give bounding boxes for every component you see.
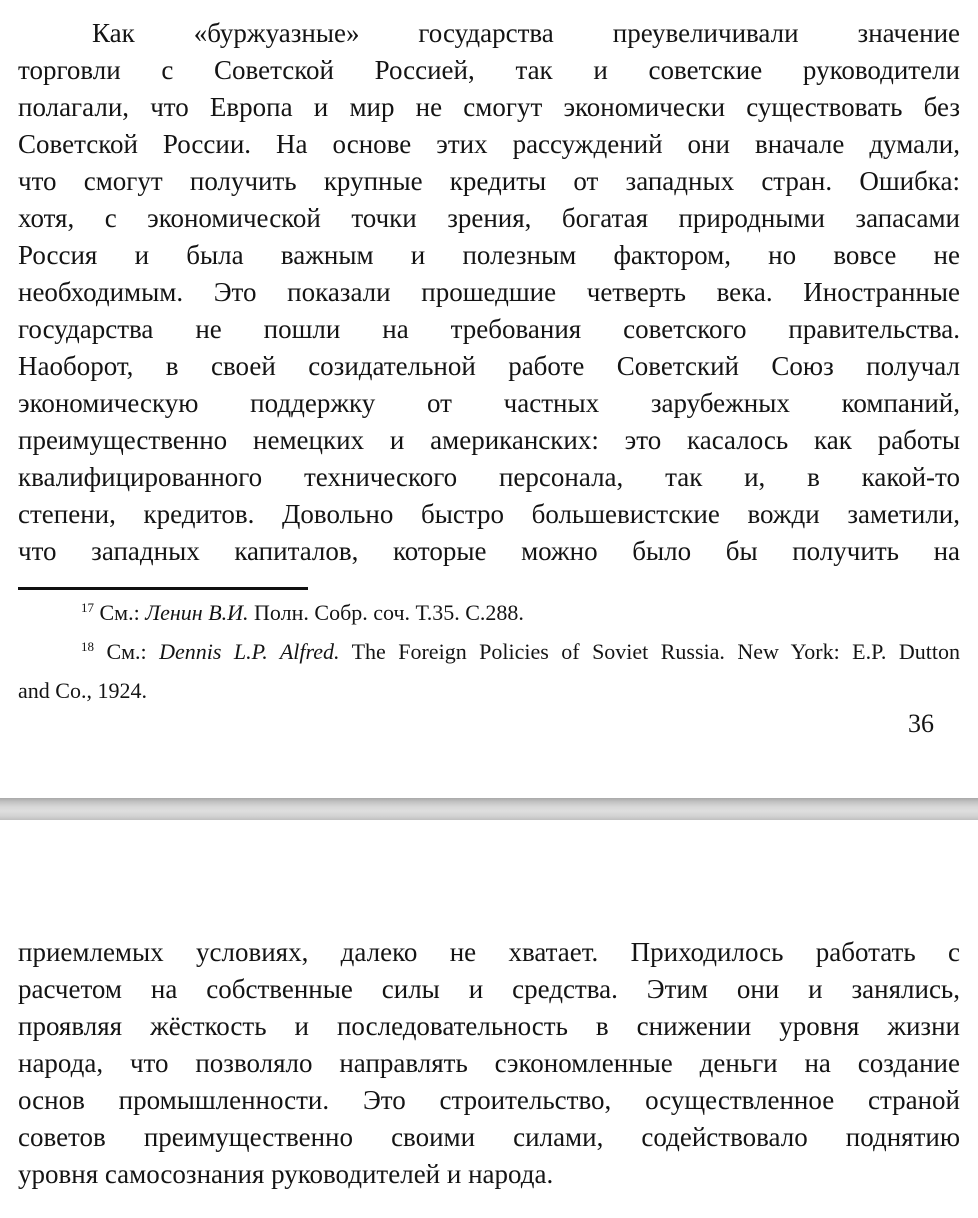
text-line: торговли с Советской Россией, так и советские руководители [18,55,960,85]
page-separator [0,798,978,820]
text-line: уровня самосознания руководителей и народа. [18,1159,554,1189]
footnote-separator-rule [18,587,308,590]
page-37 [0,820,978,1218]
text-line: народа, что позволяло направлять сэкономленные деньги на создание [18,1048,960,1078]
footnote-18-prefix: См.: [94,639,160,664]
page-number: 36 [908,709,934,738]
text-line: квалифицированного технического персонала, так и, в какой-то [18,462,960,492]
footnote-17-text: Полн. Собр. соч. Т.35. С.288. [248,600,524,625]
footnote-17-marker: 17 [81,600,94,615]
text-line: приемлемых условиях, далеко не хватает. Приходилось работать с [18,937,960,967]
text-line: хотя, с экономической точки зрения, богатая природными запасами [18,203,960,233]
page-36-paragraph [18,15,960,570]
text-line: основ промышленности. Это строительство, осуществленное страной [18,1085,960,1115]
text-line: что смогут получить крупные кредиты от западных стран. Ошибка: [18,166,960,196]
text-line: проявляя жёсткость и последовательность в снижении уровня жизни [18,1011,960,1041]
footnote-17-author: Ленин В.И. [145,600,249,625]
text-line: государства не пошли на требования советского правительства. [18,314,960,344]
page-37-paragraph [18,934,960,1193]
footnotes-block [18,595,960,709]
text-line: преимущественно немецких и американских: это касалось как работы [18,425,960,455]
text-line: степени, кредитов. Довольно быстро большевистские вожди заметили, [18,499,960,529]
text-line: необходимым. Это показали прошедшие четверть века. Иностранные [18,277,960,307]
text-line: советов преимущественно своими силами, содействовало поднятию [18,1122,960,1152]
footnote-17-prefix: См.: [94,600,146,625]
text-line: полагали, что Европа и мир не смогут экономически существовать без [18,92,960,122]
text-line: Советской России. На основе этих рассуждений они вначале думали, [18,129,960,159]
text-line: Как «буржуазные» государства преувеличивали значение [92,18,960,48]
footnote-18-marker: 18 [81,639,94,654]
text-line: расчетом на собственные силы и средства. Этим они и занялись, [18,974,960,1004]
text-line: Россия и была важным и полезным фактором, но вовсе не [18,240,960,270]
text-line: что западных капиталов, которые можно было бы получить на [18,536,960,566]
footnote-18-text: The Foreign Policies of Soviet Russia. New York: E.P. Dutton [339,639,960,664]
text-line: экономическую поддержку от частных зарубежных компаний, [18,388,960,418]
footnote-17 [18,595,960,634]
footnote-18-line2: and Co., 1924. [18,678,147,703]
footnote-18-author: Dennis L.P. Alfred. [159,639,340,664]
text-line: Наоборот, в своей созидательной работе Советский Союз получал [18,351,960,381]
footnote-18-line1 [18,634,960,673]
